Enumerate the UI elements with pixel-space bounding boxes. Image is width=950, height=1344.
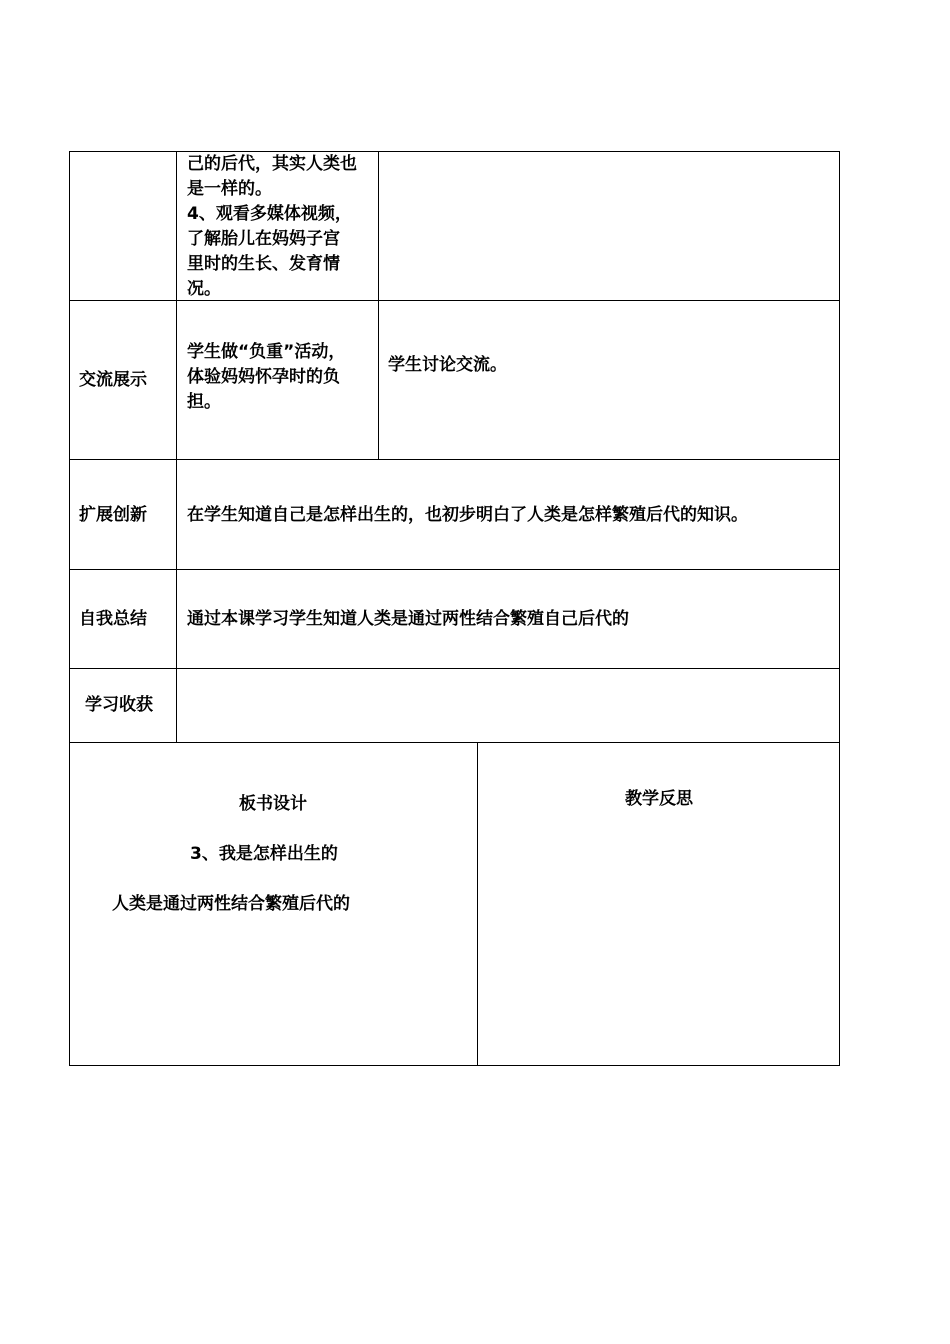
summary-text: 通过本课学习学生知道人类是通过两性结合繁殖自己后代的 [187,609,629,629]
row-divider [69,569,840,570]
column-divider [378,151,379,460]
gains-label: 学习收获 [85,695,153,715]
column-divider [176,151,177,743]
row-divider [69,668,840,669]
extension-text: 在学生知道自己是怎样出生的，也初步明白了人类是怎样繁殖后代的知识。 [187,505,748,525]
exchange-student-text: 学生讨论交流。 [388,355,507,375]
board-design-line-2: 人类是通过两性结合繁殖后代的 [112,894,350,914]
method-continuation-text: 己的后代，其实人类也 是一样的。 4、观看多媒体视频， 了解胎儿在妈妈子宫 里时的生长、发育情 况。 [187,154,357,299]
extension-label: 扩展创新 [79,505,147,525]
exchange-teacher-text: 学生做“负重”活动， 体验妈妈怀孕时的负 担。 [187,342,346,412]
row-divider [69,742,840,743]
exchange-label: 交流展示 [79,370,147,390]
row-divider [69,459,840,460]
board-design-title: 板书设计 [239,794,307,814]
reflection-title: 教学反思 [625,789,693,809]
board-design-line-1: 3、我是怎样出生的 [190,844,338,864]
row-divider [69,300,840,301]
summary-label: 自我总结 [79,609,147,629]
